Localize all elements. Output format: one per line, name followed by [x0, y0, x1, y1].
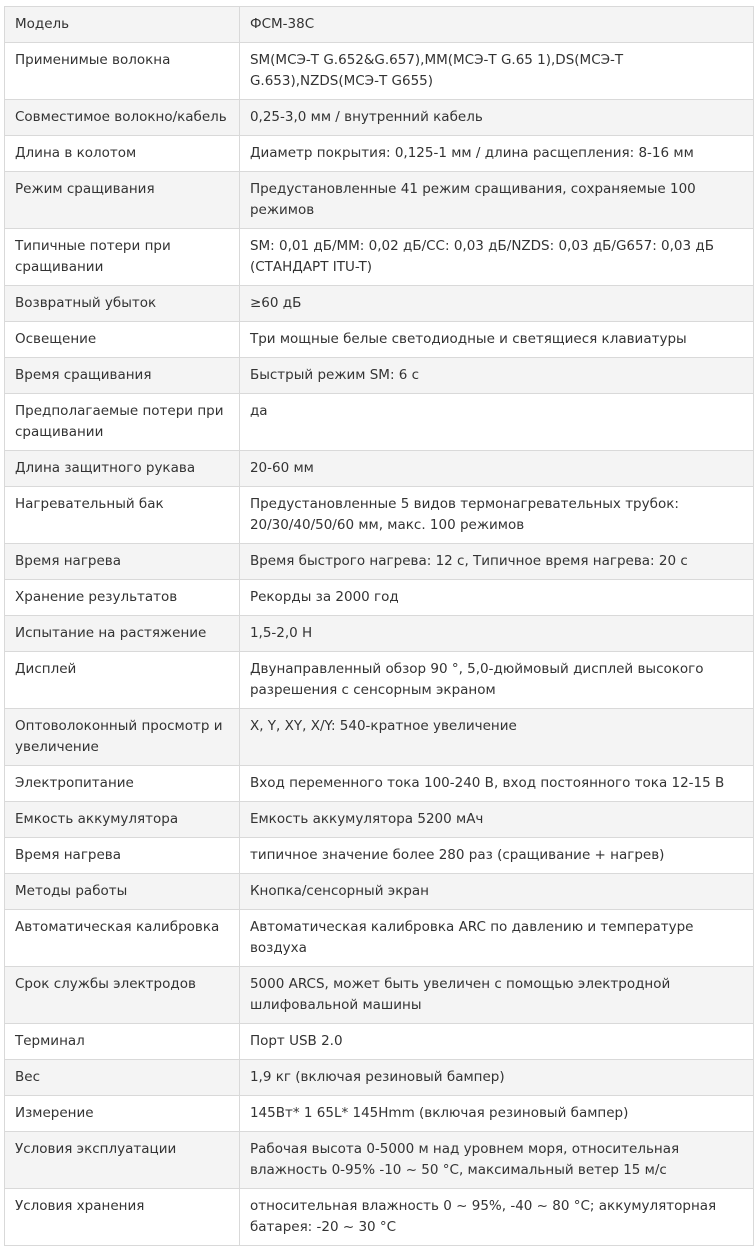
spec-label: Длина защитного рукава [5, 451, 240, 487]
spec-value: X, Y, XY, X/Y: 540-кратное увеличение [239, 709, 753, 766]
table-row [5, 802, 754, 838]
spec-value: 20-60 мм [239, 451, 753, 487]
spec-value: Три мощные белые светодиодные и светящиеся клавиатуры [239, 322, 753, 358]
spec-label: Срок службы электродов [5, 967, 240, 1024]
spec-value: Кнопка/сенсорный экран [239, 874, 753, 910]
spec-label: Нагревательный бак [5, 487, 240, 544]
spec-value: типичное значение более 280 раз (сращивание + нагрев) [239, 838, 753, 874]
table-row [5, 229, 754, 286]
spec-value: Быстрый режим SM: 6 с [239, 358, 753, 394]
table-row [5, 1132, 754, 1189]
spec-value: Рекорды за 2000 год [239, 580, 753, 616]
spec-label: Длина в колотом [5, 136, 240, 172]
spec-label: Дисплей [5, 652, 240, 709]
spec-label: Время сращивания [5, 358, 240, 394]
table-row [5, 652, 754, 709]
table-row [5, 910, 754, 967]
spec-value: Емкость аккумулятора 5200 мАч [239, 802, 753, 838]
table-row [5, 1096, 754, 1132]
table-row [5, 1189, 754, 1246]
table-row [5, 172, 754, 229]
table-row [5, 874, 754, 910]
spec-label: Измерение [5, 1096, 240, 1132]
spec-label: Применимые волокна [5, 43, 240, 100]
spec-value: ≥60 дБ [239, 286, 753, 322]
spec-label: Время нагрева [5, 544, 240, 580]
spec-label: Режим сращивания [5, 172, 240, 229]
spec-label: Условия хранения [5, 1189, 240, 1246]
table-row [5, 1024, 754, 1060]
spec-value: SM: 0,01 дБ/ММ: 0,02 дБ/СС: 0,03 дБ/NZDS: 0,03 дБ/G657: 0,03 дБ (СТАНДАРТ ITU-T) [239, 229, 753, 286]
spec-value: Порт USB 2.0 [239, 1024, 753, 1060]
table-row [5, 7, 754, 43]
table-row [5, 358, 754, 394]
spec-value: Двунаправленный обзор 90 °, 5,0-дюймовый дисплей высокого разрешения с сенсорным экраном [239, 652, 753, 709]
table-row [5, 580, 754, 616]
spec-value: 1,5-2,0 Н [239, 616, 753, 652]
spec-label: Испытание на растяжение [5, 616, 240, 652]
spec-label: Совместимое волокно/кабель [5, 100, 240, 136]
table-row [5, 394, 754, 451]
spec-label: Хранение результатов [5, 580, 240, 616]
table-row [5, 451, 754, 487]
table-row [5, 544, 754, 580]
table-row [5, 616, 754, 652]
spec-value: Время быстрого нагрева: 12 с, Типичное время нагрева: 20 с [239, 544, 753, 580]
spec-value: 1,9 кг (включая резиновый бампер) [239, 1060, 753, 1096]
spec-label: Терминал [5, 1024, 240, 1060]
spec-value: ФСМ-38C [239, 7, 753, 43]
table-row [5, 100, 754, 136]
spec-label: Методы работы [5, 874, 240, 910]
spec-label: Модель [5, 7, 240, 43]
spec-label: Предполагаемые потери при сращивании [5, 394, 240, 451]
spec-value: 145Вт* 1 65L* 145Hmm (включая резиновый бампер) [239, 1096, 753, 1132]
spec-value: Предустановленные 41 режим сращивания, сохраняемые 100 режимов [239, 172, 753, 229]
table-row [5, 322, 754, 358]
spec-value: 5000 ARCS, может быть увеличен с помощью электродной шлифовальной машины [239, 967, 753, 1024]
table-row [5, 1060, 754, 1096]
table-row [5, 136, 754, 172]
spec-label: Условия эксплуатации [5, 1132, 240, 1189]
spec-table-body [5, 7, 754, 1246]
spec-label: Вес [5, 1060, 240, 1096]
spec-label: Емкость аккумулятора [5, 802, 240, 838]
spec-value: Предустановленные 5 видов термонагревательных трубок: 20/30/40/50/60 мм, макс. 100 режимов [239, 487, 753, 544]
spec-value: Диаметр покрытия: 0,125-1 мм / длина расщепления: 8-16 мм [239, 136, 753, 172]
spec-label: Время нагрева [5, 838, 240, 874]
spec-table [4, 6, 754, 1246]
spec-label: Оптоволоконный просмотр и увеличение [5, 709, 240, 766]
spec-label: Электропитание [5, 766, 240, 802]
spec-value: Вход переменного тока 100-240 В, вход постоянного тока 12-15 В [239, 766, 753, 802]
spec-label: Типичные потери при сращивании [5, 229, 240, 286]
table-row [5, 838, 754, 874]
spec-value: относительная влажность 0 ~ 95%, -40 ~ 80 °C; аккумуляторная батарея: -20 ~ 30 °C [239, 1189, 753, 1246]
spec-label: Освещение [5, 322, 240, 358]
table-row [5, 286, 754, 322]
spec-value: Автоматическая калибровка ARC по давлению и температуре воздуха [239, 910, 753, 967]
spec-value: SM(МСЭ-T G.652&G.657),MM(МСЭ-T G.65 1),DS(МСЭ-T G.653),NZDS(МСЭ-T G655) [239, 43, 753, 100]
spec-label: Автоматическая калибровка [5, 910, 240, 967]
spec-value: Рабочая высота 0-5000 м над уровнем моря, относительная влажность 0-95% -10 ~ 50 °C, максимальный ветер 15 м/с [239, 1132, 753, 1189]
table-row [5, 766, 754, 802]
spec-value: да [239, 394, 753, 451]
table-row [5, 487, 754, 544]
spec-value: 0,25-3,0 мм / внутренний кабель [239, 100, 753, 136]
table-row [5, 967, 754, 1024]
table-row [5, 43, 754, 100]
spec-label: Возвратный убыток [5, 286, 240, 322]
table-row [5, 709, 754, 766]
